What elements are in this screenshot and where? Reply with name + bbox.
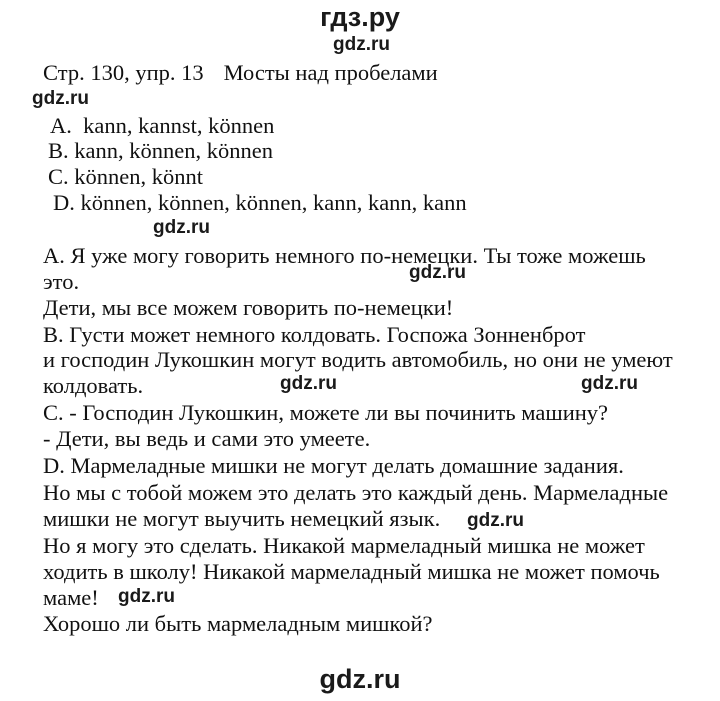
- answer-text: kann, können, können: [74, 138, 273, 163]
- text-line: ходить в школу! Никакой мармеладный мишка не может помочь: [43, 559, 660, 584]
- text-line: - Дети, вы ведь и сами это умеете.: [43, 426, 371, 451]
- watermark-bottom: gdz.ru: [319, 664, 401, 694]
- watermark: gdz.ru: [153, 217, 210, 238]
- text-line: А. Я уже могу говорить немного по-немецки. Ты тоже можешь: [43, 243, 646, 268]
- exercise-reference: Стр. 130, упр. 13: [43, 60, 204, 85]
- text-line: мишки не могут выучить немецкий язык.: [43, 506, 441, 531]
- answer-text: können, könnt: [74, 164, 204, 189]
- text-line: Но мы с тобой можем это делать это каждый день. Мармеладные: [43, 480, 669, 505]
- watermark: gdz.ru: [32, 88, 89, 109]
- answer-label: A.: [50, 113, 72, 138]
- answer-b: [48, 138, 273, 164]
- watermark: gdz.ru: [467, 510, 524, 531]
- watermark: gdz.ru: [333, 34, 390, 55]
- text-line: Хорошо ли быть мармеладным мишкой?: [43, 611, 433, 636]
- text-line: и господин Лукошкин могут водить автомобиль, но они не умеют: [43, 347, 673, 372]
- answer-text: können, können, können, kann, kann, kann: [80, 190, 467, 215]
- answer-d: [53, 190, 467, 216]
- answer-label: B.: [48, 138, 69, 163]
- answer-a: [50, 113, 274, 139]
- answer-text: kann, kannst, können: [83, 113, 275, 138]
- text-line: маме!: [43, 585, 99, 610]
- text-line: Дети, мы все можем говорить по-немецки!: [43, 295, 454, 320]
- text-line: колдовать.: [43, 373, 144, 398]
- text-line: Но я могу это сделать. Никакой мармеладный мишка не может: [43, 533, 645, 558]
- text-line: В. Густи может немного колдовать. Госпожа Зонненброт: [43, 322, 586, 347]
- answer-label: C.: [48, 164, 69, 189]
- answer-label: D.: [53, 190, 75, 215]
- watermark: gdz.ru: [409, 262, 466, 283]
- text-line: С. - Господин Лукошкин, можете ли вы починить машину?: [43, 400, 609, 425]
- text-line: D. Мармеладные мишки не могут делать домашние задания.: [43, 453, 624, 478]
- answer-c: [48, 164, 203, 190]
- exercise-header: [43, 60, 438, 86]
- watermark-top: гдз.ру: [320, 2, 400, 32]
- watermark: gdz.ru: [280, 373, 337, 394]
- exercise-title: Мосты над пробелами: [223, 60, 438, 85]
- text-line: это.: [43, 269, 80, 294]
- watermark: gdz.ru: [581, 373, 638, 394]
- watermark: gdz.ru: [118, 586, 175, 607]
